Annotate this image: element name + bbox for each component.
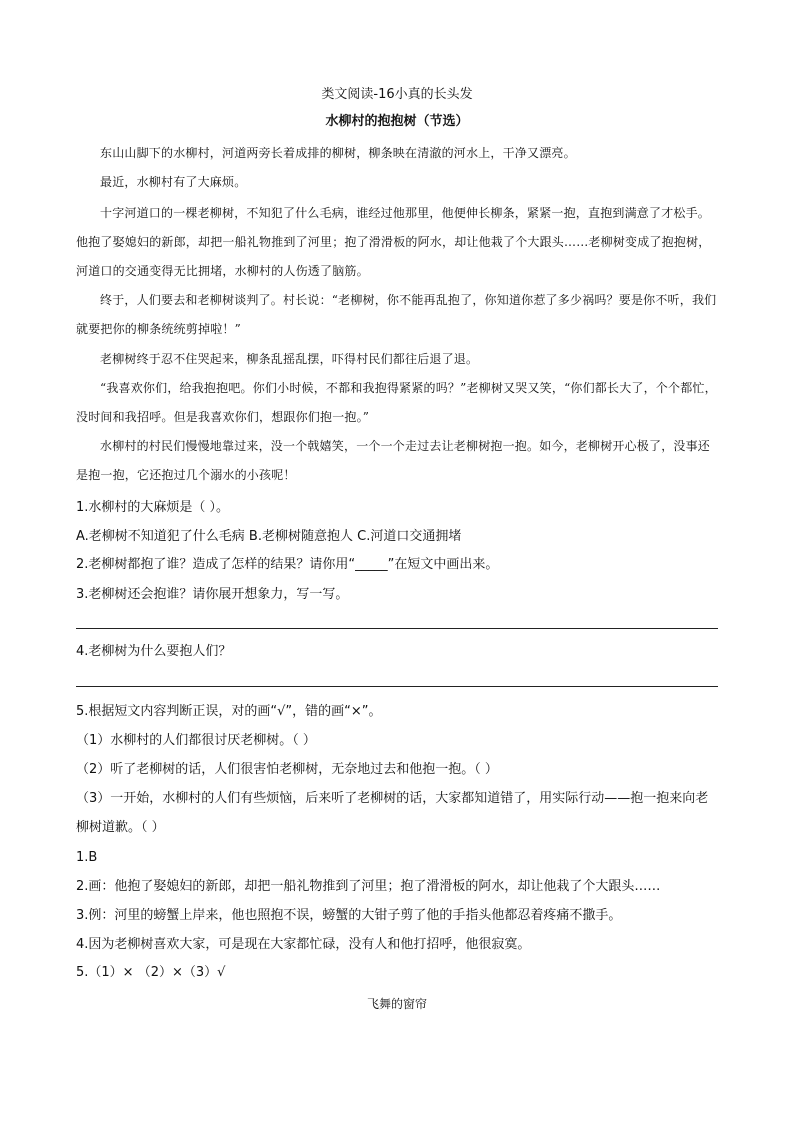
- passage-title: 水柳村的抱抱树（节选）: [325, 114, 469, 129]
- passage-paragraph-1: 东山山脚下的水柳村，河道两旁长着成排的柳树，柳条映在清澈的河水上，干净又漂亮。: [100, 146, 576, 160]
- question-1: 1.水柳村的大麻烦是（ ）。: [76, 500, 230, 515]
- passage-paragraph-3: 十字河道口的一棵老柳树，不知犯了什么毛病，谁经过他那里，他便伸长柳条，紧紧一抱，直抱到满意了才松手。他抱了娶媳妇的新郎，却把一船礼物推到了河里；抱了滑滑板的阿水，却让他栽了个大跟头……老柳树变成了抱抱树，河道口的交通变得无比拥堵，水柳村的人伤透了脑筋。: [76, 206, 711, 278]
- question-3: 3.老柳树还会抱谁？请你展开想象力，写一写。: [76, 587, 349, 602]
- answer-5: 5.（1）× （2）×（3）√: [76, 965, 226, 980]
- question-5-item-2: （2）听了老柳树的话，人们很害怕老柳树，无奈地过去和他抱一抱。（ ）: [76, 762, 498, 777]
- document-page: [76, 0, 718, 1123]
- passage-paragraph-4: 终于，人们要去和老柳树谈判了。村长说：“老柳树，你不能再乱抱了，你知道你惹了多少祸吗？要是你不听，我们就要把你的柳条统统剪掉啦！”: [76, 293, 717, 336]
- answer-4: 4.因为老柳树喜欢大家，可是现在大家都忙碌，没有人和他打招呼，他很寂寞。: [76, 937, 531, 952]
- question-1-options: A.老柳树不知道犯了什么毛病 B.老柳树随意抱人 C.河道口交通拥堵: [76, 529, 462, 544]
- passage-paragraph-5: 老柳树终于忍不住哭起来，柳条乱摇乱摆，吓得村民们都往后退了退。: [100, 352, 479, 366]
- answer-line-4: [76, 686, 718, 687]
- answer-3: 3.例：河里的螃蟹上岸来，他也照抱不误，螃蟹的大钳子剪了他的手指头他都忍着疼痛不撒手。: [76, 908, 622, 923]
- passage-paragraph-2: 最近，水柳村有了大麻烦。: [100, 175, 247, 189]
- question-4: 4.老柳树为什么要抱人们？: [76, 644, 232, 659]
- document-title: 类文阅读-16小真的长头发: [321, 87, 473, 102]
- answer-1: 1.B: [76, 850, 98, 865]
- passage-paragraph-7: 水柳村的村民们慢慢地靠过来，没一个戟嬉笑，一个一个走过去让老柳树抱一抱。如今，老柳树开心极了，没事还是抱一抱，它还抱过几个溺水的小孩呢！: [76, 439, 711, 482]
- passage-paragraph-6: “我喜欢你们，给我抱抱吧。你们小时候，不都和我抱得紧紧的吗？”老柳树又哭又笑，“你们都长大了，个个都忙，没时间和我招呼。但是我喜欢你们，想跟你们抱一抱。”: [76, 381, 717, 424]
- answer-2: 2.画：他抱了娶媳妇的新郎，却把一船礼物推到了河里；抱了滑滑板的阿水，却让他栽了个大跟头……: [76, 879, 661, 894]
- question-5-item-1: （1）水柳村的人们都很讨厌老柳树。（ ）: [76, 733, 316, 748]
- question-5: 5.根据短文内容判断正误，对的画“√”，错的画“×”。: [76, 704, 382, 719]
- answer-line-3: [76, 628, 718, 629]
- question-2: 2.老柳树都抱了谁？造成了怎样的结果？请你用“_____”在短文中画出来。: [76, 557, 499, 572]
- next-passage-title: 飞舞的窗帘: [366, 997, 427, 1011]
- question-5-item-3: （3）一开始，水柳村的人们有些烦恼，后来听了老柳树的话，大家都知道错了，用实际行动——抱一抱来向老柳树道歉。（ ）: [76, 791, 709, 835]
